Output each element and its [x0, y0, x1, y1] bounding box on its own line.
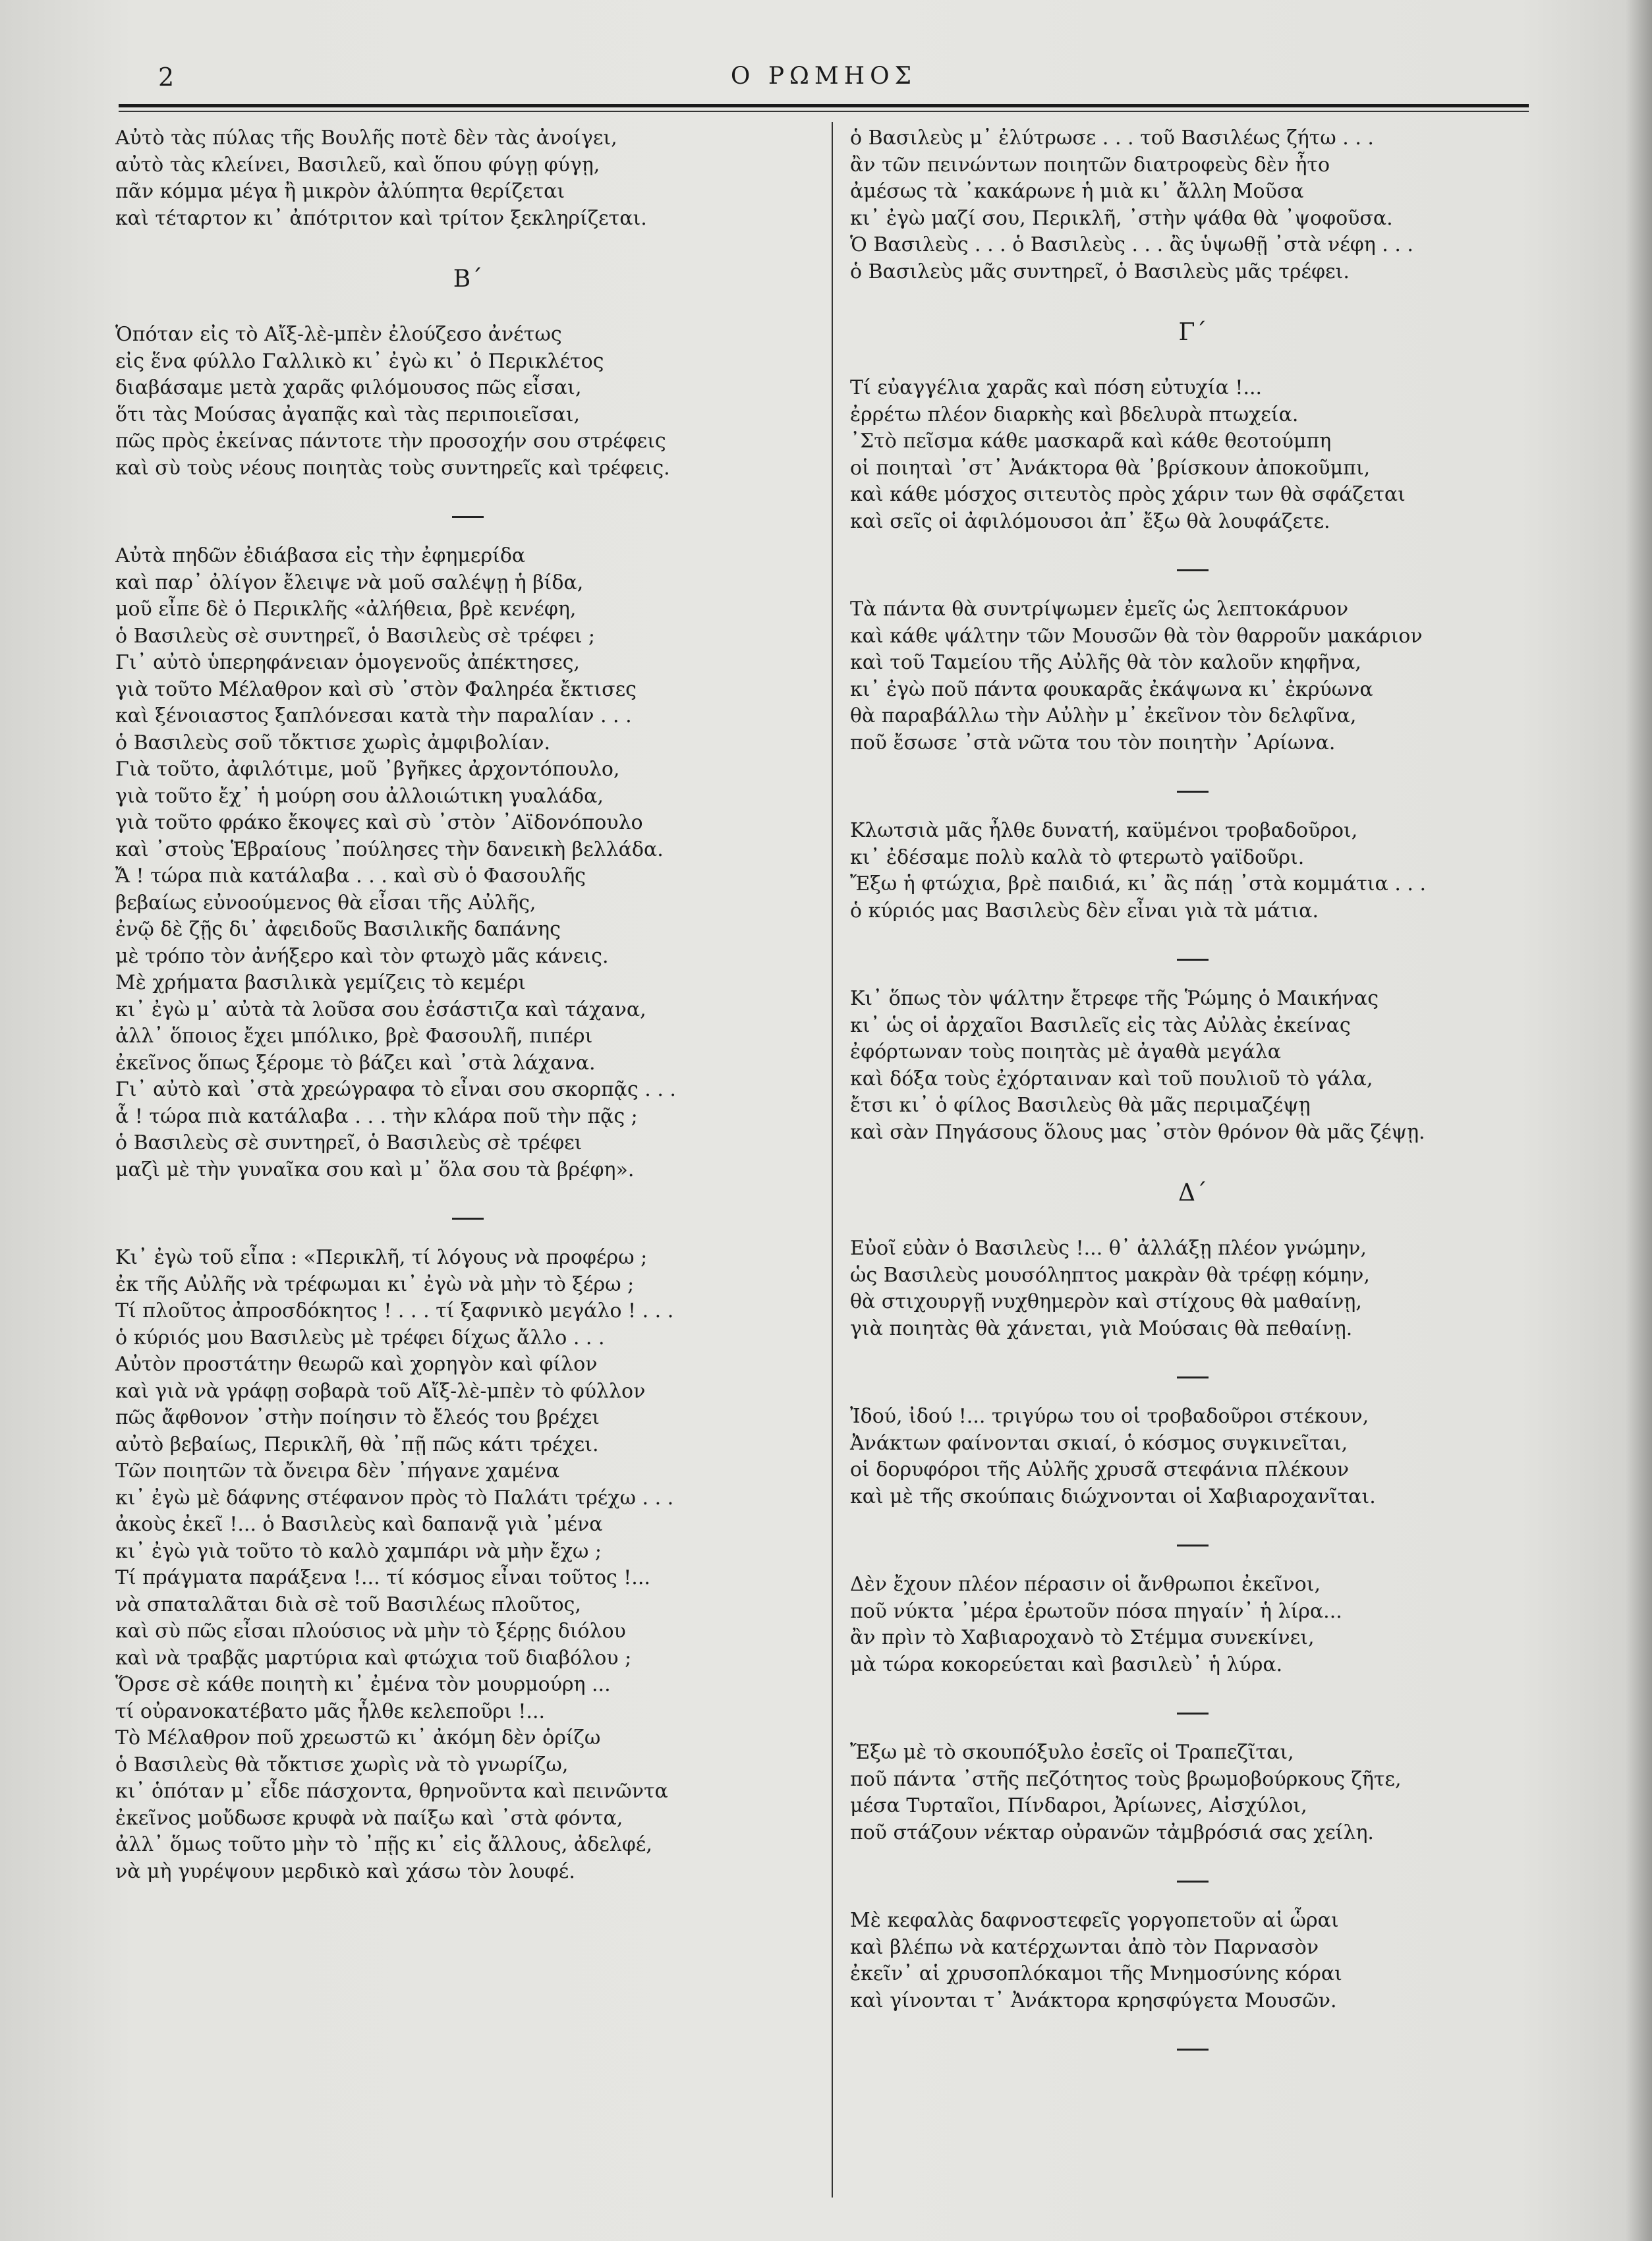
- stanza-separator: [1177, 2049, 1209, 2051]
- poem-line: θὰ παραβάλλω τὴν Αὐλὴν μ᾽ ἐκεῖνον τὸν δελφῖνα,: [850, 704, 1357, 727]
- poem-stanza: [850, 1235, 1535, 1342]
- stanza-separator: [1177, 1713, 1209, 1715]
- poem-line: Ὁ Βασιλεὺς . . . ὁ Βασιλεὺς . . . ἂς ὑψωθῇ ᾽στὰ νέφη . . .: [850, 233, 1413, 256]
- poem-stanza: [850, 818, 1535, 924]
- header-rule: [119, 104, 1529, 107]
- right-column: [850, 125, 1535, 2076]
- poem-line: ποῦ ἔσωσε ᾽στὰ νῶτα του τὸν ποιητὴν ᾽Αρίωνα.: [850, 731, 1336, 754]
- poem-line: βεβαίως εὐνοούμενος θὰ εἶσαι τῆς Αὐλῆς,: [115, 891, 536, 915]
- poem-line: ἐκεῖνος ὅπως ξέρομε τὸ βάζει καὶ ᾽στὰ λάχανα.: [115, 1051, 596, 1075]
- poem-line: Γι᾽ αὐτὸ καὶ ᾽στὰ χρεώγραφα τὸ εἶναι σου σκορπᾷς . . .: [115, 1078, 676, 1101]
- poem-line: κι᾽ ἐγὼ μὲ δάφνης στέφανον πρὸς τὸ Παλάτι τρέχω . . .: [115, 1486, 674, 1510]
- poem-line: μαζὶ μὲ τὴν γυναῖκα σου καὶ μ᾽ ὅλα σου τὰ βρέφη».: [115, 1158, 635, 1181]
- poem-line: καὶ τέταρτον κι᾽ ἀπότριτον καὶ τρίτον ξεκληρίζεται.: [115, 206, 647, 230]
- poem-line: Τί εὐαγγέλια χαρᾶς καὶ πόση εὐτυχία !...: [850, 376, 1263, 399]
- poem-line: καὶ σὰν Πηγάσους ὅλους μας ᾽στὸν θρόνον θὰ μᾶς ζέψῃ.: [850, 1120, 1425, 1144]
- poem-line: ἐνῷ δὲ ζῇς δι᾽ ἀφειδοῦς Βασιλικῆς δαπάνης: [115, 918, 561, 941]
- poem-line: Δὲν ἔχουν πλέον πέρασιν οἱ ἄνθρωποι ἐκεῖνοι,: [850, 1573, 1321, 1596]
- poem-stanza: [115, 543, 820, 1183]
- stanza-separator: [452, 1218, 484, 1220]
- poem-stanza: [115, 1245, 820, 1885]
- poem-line: γιὰ τοῦτο Μέλαθρον καὶ σὺ ᾽στὸν Φαληρέα ἔκτισες: [115, 677, 637, 701]
- poem-line: εἰς ἕνα φύλλο Γαλλικὸ κι᾽ ἐγὼ κι᾽ ὁ Περικλέτος: [115, 349, 604, 373]
- poem-line: Μὲ κεφαλὰς δαφνοστεφεῖς γοργοπετοῦν αἱ ὧραι: [850, 1909, 1339, 1932]
- poem-line: κι᾽ ἐγὼ μ᾽ αὐτὰ τὰ λοῦσα σου ἐσάστιζα καὶ τάχανα,: [115, 998, 646, 1021]
- left-column: [115, 125, 820, 1919]
- poem-line: ὁ Βασιλεὺς μᾶς συντηρεῖ, ὁ Βασιλεὺς μᾶς τρέφει.: [850, 260, 1350, 283]
- poem-line: καὶ σὺ πῶς εἶσαι πλούσιος νὰ μὴν τὸ ξέρῃς διόλου: [115, 1620, 626, 1643]
- section-numeral: Γ΄: [1178, 319, 1207, 346]
- poem-line: θὰ στιχουργῇ νυχθημερὸν καὶ στίχους θὰ μαθαίνῃ,: [850, 1290, 1362, 1313]
- poem-line: νὰ σπαταλᾶται διὰ σὲ τοῦ Βασιλέως πλοῦτος,: [115, 1593, 581, 1616]
- poem-line: ὁ κύριός μου Βασιλεὺς μὲ τρέφει δίχως ἄλλο . . .: [115, 1326, 605, 1349]
- poem-line: κι᾽ ἐγὼ ποῦ πάντα φουκαρᾶς ἐκάψωνα κι᾽ ἐκρύωνα: [850, 677, 1373, 701]
- poem-line: ὡς Βασιλεὺς μουσόληπτος μακρὰν θὰ τρέφῃ κόμην,: [850, 1263, 1370, 1287]
- poem-line: Κι᾽ ὅπως τὸν ψάλτην ἔτρεφε τῆς Ῥώμης ὁ Μαικήνας: [850, 987, 1379, 1010]
- poem-line: νὰ μὴ γυρέψουν μερδικὸ καὶ χάσω τὸν λουφέ.: [115, 1859, 575, 1883]
- poem-line: καὶ γιὰ νὰ γράφῃ σοβαρὰ τοῦ Αἴξ-λὲ-μπὲν τὸ φύλλον: [115, 1379, 646, 1403]
- stanza-separator: [1177, 1881, 1209, 1883]
- poem-stanza: [850, 375, 1535, 535]
- poem-line: ἂν τῶν πεινώντων ποιητῶν διατροφεὺς δὲν ἦτο: [850, 153, 1330, 177]
- poem-line: οἱ δορυφόροι τῆς Αὐλῆς χρυσᾶ στεφάνια πλέκουν: [850, 1458, 1350, 1481]
- poem-line: ἔτσι κι᾽ ὁ φίλος Βασιλεὺς θὰ μᾶς περιμαζέψῃ: [850, 1094, 1311, 1117]
- stanza-separator: [1177, 1376, 1209, 1378]
- poem-line: Τὸ Μέλαθρον ποῦ χρεωστῶ κι᾽ ἀκόμη δὲν ὁρίζω: [115, 1726, 601, 1749]
- poem-line: Ἀνάκτων φαίνονται σκιαί, ὁ κόσμος συγκινεῖται,: [850, 1431, 1348, 1455]
- poem-line: ὁ Βασιλεὺς σὲ συντηρεῖ, ὁ Βασιλεὺς σὲ τρέφει: [115, 1131, 583, 1154]
- poem-line: ὁ Βασιλεὺς σοῦ τὄκτισε χωρὶς ἀμφιβολίαν.: [115, 731, 551, 754]
- page-edge-shadow: [1626, 0, 1652, 2241]
- header-rule-thin: [119, 111, 1529, 112]
- poem-line: κι᾽ ἐγὼ μαζί σου, Περικλῆ, ᾽στὴν ψάθα θὰ ᾽ψοφοῦσα.: [850, 206, 1393, 230]
- poem-line: ἐφόρτωναν τοὺς ποιητὰς μὲ ἀγαθὰ μεγάλα: [850, 1040, 1282, 1064]
- poem-line: καὶ κάθε ψάλτην τῶν Μουσῶν θὰ τὸν θαρροῦν μακάριον: [850, 624, 1423, 648]
- poem-line: Γι᾽ αὐτὸ ὑπερηφάνειαν ὁμογενοῦς ἀπέκτησες,: [115, 651, 580, 674]
- poem-line: ποῦ πάντα ᾽στῆς πεζότητος τοὺς βρωμοβούρκους ζῆτε,: [850, 1767, 1402, 1791]
- page-number: 2: [158, 63, 175, 92]
- poem-line: ἐκεῖν᾽ αἱ χρυσοπλόκαμοι τῆς Μνημοσύνης κόραι: [850, 1962, 1342, 1985]
- stanza-separator: [1177, 959, 1209, 961]
- poem-line: Ἰδού, ἰδού !... τριγύρω του οἱ τροβαδοῦροι στέκουν,: [850, 1405, 1369, 1428]
- poem-stanza: [850, 125, 1535, 285]
- poem-stanza: [115, 125, 820, 232]
- poem-line: Τῶν ποιητῶν τὰ ὄνειρα δὲν ᾽πήγανε χαμένα: [115, 1460, 560, 1483]
- poem-line: πᾶν κόμμα μέγα ἢ μικρὸν ἀλύπητα θερίζεται: [115, 180, 565, 203]
- column-divider: [832, 122, 833, 2198]
- poem-line: ᾽Στὸ πεῖσμα κάθε μασκαρᾶ καὶ κάθε θεοτούμπη: [850, 430, 1332, 453]
- poem-line: καὶ τοῦ Ταμείου τῆς Αὐλῆς θὰ τὸν καλοῦν κηφῆνα,: [850, 651, 1361, 674]
- poem-stanza: [850, 1404, 1535, 1510]
- poem-line: μοῦ εἶπε δὲ ὁ Περικλῆς «ἀλήθεια, βρὲ κενέφη,: [115, 598, 577, 621]
- poem-line: ἂν πρὶν τὸ Χαβιαροχανὸ τὸ Στέμμα συνεκίνει,: [850, 1626, 1315, 1649]
- poem-line: Εὐοῖ εὐὰν ὁ Βασιλεὺς !... θ᾽ ἀλλάξῃ πλέον γνώμην,: [850, 1237, 1367, 1260]
- poem-line: πῶς πρὸς ἐκείνας πάντοτε τὴν προσοχήν σου στρέφεις: [115, 430, 666, 453]
- section-numeral: Β΄: [453, 266, 483, 293]
- poem-line: γιὰ ποιητὰς θὰ χάνεται, γιὰ Μούσαις θὰ πεθαίνῃ.: [850, 1317, 1353, 1340]
- poem-line: καὶ γίνονται τ᾽ Ἀνάκτορα κρησφύγετα Μουσῶν.: [850, 1989, 1337, 2012]
- page-header: [119, 63, 1529, 102]
- poem-line: ἐκεῖνος μοὔδωσε κρυφὰ νὰ παίξω καὶ ᾽στὰ φόντα,: [115, 1806, 623, 1830]
- poem-line: Τί πράγματα παράξενα !... τί κόσμος εἶναι τοῦτος !...: [115, 1566, 650, 1589]
- poem-line: ὁ κύριός μας Βασιλεὺς δὲν εἶναι γιὰ τὰ μάτια.: [850, 899, 1319, 922]
- poem-line: γιὰ τοῦτο ἔχ᾽ ἡ μούρη σου ἀλλοιώτικη γυαλάδα,: [115, 784, 604, 808]
- poem-line: καὶ σὺ τοὺς νέους ποιητὰς τοὺς συντηρεῖς καὶ τρέφεις.: [115, 456, 670, 480]
- poem-line: ὁ Βασιλεὺς μ᾽ ἐλύτρωσε . . . τοῦ Βασιλέως ζήτω . . .: [850, 127, 1374, 150]
- poem-line: ποῦ νύκτα ᾽μέρα ἐρωτοῦν πόσα πηγαίν᾽ ἡ λίρα...: [850, 1599, 1342, 1623]
- poem-line: καὶ μὲ τῆς σκούπαις διώχνονται οἱ Χαβιαροχανῖται.: [850, 1485, 1376, 1508]
- poem-line: καὶ ᾽στοὺς Ἑβραίους ᾽πούλησες τὴν δανεικὴ βελλάδα.: [115, 837, 664, 861]
- poem-line: Ἔξω μὲ τὸ σκουπόξυλο ἐσεῖς οἱ Τραπεζῖται,: [850, 1741, 1294, 1764]
- poem-line: τί οὐρανοκατέβατο μᾶς ἦλθε κελεποῦρι !...: [115, 1699, 546, 1723]
- poem-line: κι᾽ ἐγὼ γιὰ τοῦτο τὸ καλὸ χαμπάρι νὰ μὴν ἔχω ;: [115, 1539, 602, 1563]
- poem-line: Αὐτὸν προστάτην θεωρῶ καὶ χορηγὸν καὶ φίλον: [115, 1353, 598, 1376]
- poem-line: Τὰ πάντα θὰ συντρίψωμεν ἐμεῖς ὡς λεπτοκάρυον: [850, 598, 1349, 621]
- poem-line: καὶ σεῖς οἱ ἀφιλόμουσοι ἀπ᾽ ἔξω θὰ λουφάζετε.: [850, 509, 1330, 533]
- poem-line: ἀκοὺς ἐκεῖ !... ὁ Βασιλεὺς καὶ δαπανᾷ γιὰ ᾽μένα: [115, 1513, 603, 1536]
- poem-line: μέσα Τυρταῖοι, Πίνδαροι, Ἀρίωνες, Αἰσχύλοι,: [850, 1794, 1307, 1817]
- poem-line: ἀλλ᾽ ὅμως τοῦτο μὴν τὸ ᾽πῇς κι᾽ εἰς ἄλλους, ἀδελφέ,: [115, 1833, 652, 1856]
- poem-line: ἆ ! τώρα πιὰ κατάλαβα . . . τὴν κλάρα ποῦ τὴν πᾷς ;: [115, 1104, 638, 1128]
- poem-line: πῶς ἄφθονον ᾽στὴν ποίησιν τὸ ἔλεός του βρέχει: [115, 1406, 600, 1429]
- poem-line: ποῦ στάζουν νέκταρ οὐρανῶν τἀμβρόσιά σας χείλη.: [850, 1821, 1374, 1844]
- poem-line: Κλωτσιὰ μᾶς ἦλθε δυνατή, καϋμένοι τροβαδοῦροι,: [850, 819, 1358, 842]
- stanza-separator: [1177, 1545, 1209, 1546]
- poem-stanza: [115, 322, 820, 482]
- poem-line: Ἄ ! τώρα πιὰ κατάλαβα . . . καὶ σὺ ὁ Φασουλῆς: [115, 865, 586, 888]
- poem-line: κι᾽ ὡς οἱ ἀρχαῖοι Βασιλεῖς εἰς τὰς Αὐλὰς ἐκείνας: [850, 1013, 1351, 1037]
- poem-line: Αὐτὸ τὰς πύλας τῆς Βουλῆς ποτὲ δὲν τὰς ἀνοίγει,: [115, 127, 617, 150]
- poem-line: ὁ Βασιλεὺς θὰ τὄκτισε χωρὶς νὰ τὸ γνωρίζω,: [115, 1753, 569, 1776]
- poem-line: Τί πλοῦτος ἀπροσδόκητος ! . . . τί ξαφνικὸ μεγάλο ! . . .: [115, 1299, 674, 1322]
- poem-line: ἀλλ᾽ ὅποιος ἔχει μπόλικο, βρὲ Φασουλῆ, πιπέρι: [115, 1025, 593, 1048]
- section-numeral: Δ΄: [1178, 1179, 1207, 1206]
- poem-line: διαβάσαμε μετὰ χαρᾶς φιλόμουσος πῶς εἶσαι,: [115, 376, 582, 399]
- poem-stanza: [850, 1572, 1535, 1678]
- poem-line: ἐκ τῆς Αὐλῆς νὰ τρέφωμαι κι᾽ ἐγὼ νὰ μὴν τὸ ξέρω ;: [115, 1272, 635, 1296]
- poem-line: αὐτὸ τὰς κλείνει, Βασιλεῦ, καὶ ὅπου φύγῃ φύγῃ,: [115, 153, 600, 177]
- poem-stanza: [850, 1740, 1535, 1846]
- poem-line: μὲ τρόπο τὸν ἀνήξερο καὶ τὸν φτωχὸ μᾶς κάνεις.: [115, 944, 609, 968]
- poem-line: ὅτι τὰς Μούσας ἀγαπᾷς καὶ τὰς περιποιεῖσαι,: [115, 403, 581, 426]
- stanza-separator: [452, 516, 484, 518]
- poem-stanza: [850, 596, 1535, 756]
- poem-line: Γιὰ τοῦτο, ἀφιλότιμε, μοῦ ᾽βγῆκες ἀρχοντόπουλο,: [115, 758, 620, 781]
- poem-line: Κι᾽ ἐγὼ τοῦ εἶπα : «Περικλῆ, τί λόγους νὰ προφέρω ;: [115, 1246, 648, 1269]
- stanza-separator: [1177, 791, 1209, 793]
- stanza-separator: [1177, 569, 1209, 571]
- poem-line: ὁ Βασιλεὺς σὲ συντηρεῖ, ὁ Βασιλεὺς σὲ τρέφει ;: [115, 624, 596, 648]
- poem-stanza: [850, 1908, 1535, 2014]
- poem-line: κι᾽ ἐδέσαμε πολὺ καλὰ τὸ φτερωτὸ γαϊδοῦρι.: [850, 845, 1305, 869]
- poem-line: Ἔξω ἡ φτώχια, βρὲ παιδιά, κι᾽ ἂς πάῃ ᾽στὰ κομμάτια . . .: [850, 872, 1427, 895]
- masthead-title: Ο ΡΩΜΗΟΣ: [730, 63, 917, 90]
- poem-line: καὶ παρ᾽ ὀλίγον ἔλειψε νὰ μοῦ σαλέψῃ ἡ βίδα,: [115, 571, 584, 594]
- poem-line: ἀμέσως τὰ ᾽κακάρωνε ἡ μιὰ κι᾽ ἄλλη Μοῦσα: [850, 180, 1304, 203]
- poem-line: ἐρρέτω πλέον διαρκὴς καὶ βδελυρὰ πτωχεία.: [850, 403, 1299, 426]
- poem-line: Αὐτὰ πηδῶν ἐδιάβασα εἰς τὴν ἐφημερίδα: [115, 544, 526, 567]
- poem-line: καὶ δόξα τοὺς ἐχόρταιναν καὶ τοῦ πουλιοῦ τὸ γάλα,: [850, 1067, 1373, 1091]
- poem-line: οἱ ποιηταὶ ᾽στ᾽ Ἀνάκτορα θὰ ᾽βρίσκουν ἀποκοῦμπι,: [850, 456, 1371, 480]
- poem-line: μὰ τώρα κοκορεύεται καὶ βασιλεὺ᾽ ἡ λύρα.: [850, 1653, 1283, 1676]
- poem-line: Μὲ χρήματα βασιλικὰ γεμίζεις τὸ κεμέρι: [115, 971, 527, 994]
- poem-line: καὶ νὰ τραβᾷς μαρτύρια καὶ φτώχια τοῦ διαβόλου ;: [115, 1646, 632, 1670]
- poem-line: καὶ ξένοιαστος ξαπλόνεσαι κατὰ τὴν παραλίαν . . .: [115, 704, 632, 727]
- poem-line: αὐτὸ βεβαίως, Περικλῆ, θὰ ᾽πῇ πῶς κάτι τρέχει.: [115, 1433, 599, 1456]
- poem-line: Ὅρσε σὲ κάθε ποιητὴ κι᾽ ἐμένα τὸν μουρμούρη ...: [115, 1673, 611, 1696]
- poem-line: Ὁπόταν εἰς τὸ Αἴξ-λὲ-μπὲν ἐλούζεσο ἀνέτως: [115, 323, 562, 346]
- poem-line: γιὰ τοῦτο φράκο ἔκοψες καὶ σὺ ᾽στὸν ᾽Αϊδονόπουλο: [115, 811, 643, 834]
- poem-line: καὶ κάθε μόσχος σιτευτὸς πρὸς χάριν των θὰ σφάζεται: [850, 483, 1406, 506]
- poem-line: καὶ βλέπω νὰ κατέρχωνται ἀπὸ τὸν Παρνασὸν: [850, 1935, 1319, 1959]
- poem-line: κι᾽ ὁπόταν μ᾽ εἶδε πάσχοντα, θρηνοῦντα καὶ πεινῶντα: [115, 1780, 668, 1803]
- poem-stanza: [850, 986, 1535, 1146]
